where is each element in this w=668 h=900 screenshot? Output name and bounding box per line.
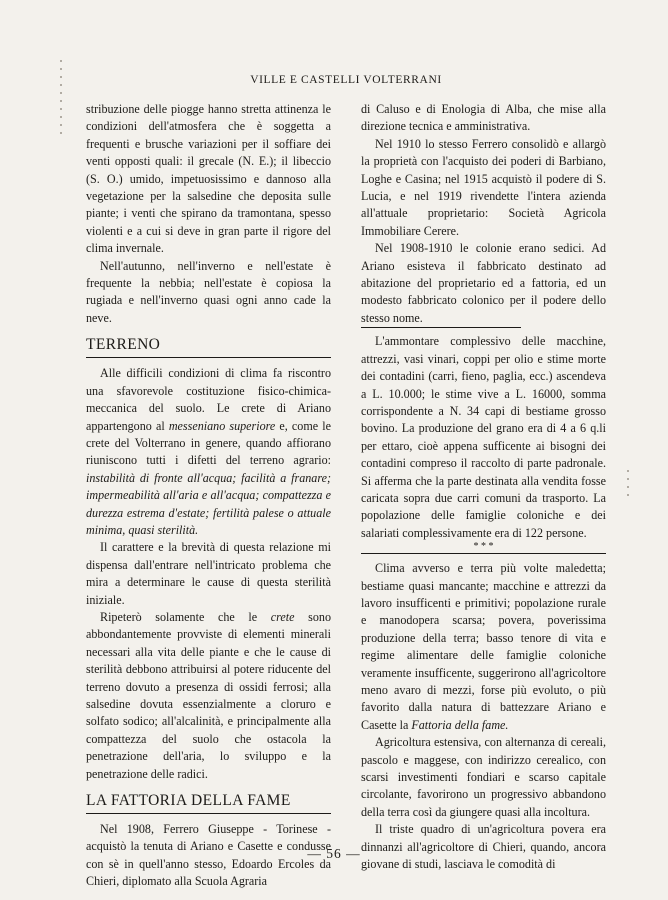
paragraph: stribuzione delle piogge hanno stretta attinenza le condizioni dell'atmosfera che è soggetta a frequenti e brusche variazioni per il soffiare dei venti opposti quali: il grecale (N. E.); il libeccio (S. O.) umido, impetuosissimo e dannoso alla vegetazione per la salsedine che deposita sulle piante; i venti che spirano da tramontana, spesso violenti e a cui si deve in gran parte il rigore del clima invernale. (86, 102, 331, 256)
paragraph: Il carattere e la brevità di questa relazione mi dispensa dall'entrare nell'intricato problema che mira a determinare le cause di questa sterilità iniziale. (86, 540, 331, 607)
margin-specks-right (627, 470, 630, 502)
right-column (361, 101, 606, 873)
paragraph: Clima avverso e terra più volte maledetta; bestiame quasi mancante; macchine e attrezzi da lavoro insufficenti e primitivi; popolazione rurale e manodopera scarsa; povera, poverissima produzione della terra; basso tenore di vita e regime alimentare delle famiglie coloniche veramente insufficente, suggerirono all'agricoltore meno avaro di mezzi, forse più evoluto, o più favorito dalla natura di battezzare Ariano e Casette la Fattoria della fame. (361, 561, 606, 732)
paragraph: Nel 1910 lo stesso Ferrero consolidò e allargò la proprietà con l'acquisto dei poderi di Barbiano, Loghe e Casina; nel 1915 acquistò il podere di S. Lucia, e nel 1919 rivendette l'intera azienda all'attuale proprietario: Società Agricola Immobiliare Cerere. (361, 136, 606, 238)
section-heading-fattoria: LA FATTORIA DELLA FAME (86, 791, 331, 814)
paragraph: Alle difficili condizioni di clima fa riscontro una sfavorevole costituzione fisico-chimica-meccanica del suolo. Le crete di Ariano appartengono al messeniano superiore e, come le crete del Volterrano in genere, quando affiorano riuniscono tutti i difetti del terreno agrario: instabilità di fronte all'acqua; facilità a franare; impermeabilità all'aria e all'acqua; compattezza e durezza estrema d'estate; fertilità palese o attuale minima, quasi sterilità. (86, 366, 331, 537)
paragraph: Nel 1908, Ferrero Giuseppe - Torinese - acquistò la tenuta di Ariano e Casette e condusse con sè in quell'anno stesso, Edoardo Ercoles da Chieri, diplomato alla Scuola Agraria (86, 822, 331, 889)
paragraph: Il triste quadro di un'agricoltura povera era dinnanzi all'agricoltore di Chieri, quando, ancora giovane di studi, lasciava le comodità di (361, 822, 606, 872)
paragraph: L'ammontare complessivo delle macchine, attrezzi, vasi vinari, coppi per olio e stime morte dei contadini (carri, fieno, paglia, ecc.) ascendeva a L. 10.000; le stime vive a L. 16000, somma corrispondente a N. 34 capi di bestiame grosso bovino. La produzione del grano era di 4 a 6 q.li per ettaro, cioè appena sufficente ai bisogni dei contadini compreso il raccolto di parte padronale. Si afferma che la parte destinata alla vendita fosse caricata sopra due carri comuni da trasporto. La popolazione delle famiglie coloniche e dei salariati complessivamente era di 122 persone. (361, 334, 606, 540)
rule (361, 327, 521, 328)
margin-specks-left (60, 60, 63, 140)
paragraph: Nel 1908-1910 le colonie erano sedici. Ad Ariano esisteva il fabbricato destinato ad abitazione del proprietario ed a fattoria, ed un modesto fabbricato colonico per il podere dello stesso nome. (361, 241, 606, 325)
page-number: — 56 — (307, 846, 361, 861)
paragraph: di Caluso e di Enologia di Alba, che mise alla direzione tecnica e amministrativa. (361, 102, 606, 134)
paragraph: Nell'autunno, nell'inverno e nell'estate è frequente la nebbia; nell'estate è copiosa la rugiada e nell'inverno quasi ogni anno cade la neve. (86, 258, 331, 325)
section-heading-terreno: TERRENO (86, 335, 331, 358)
left-column (86, 101, 331, 891)
paragraph: Ripeterò solamente che le crete sono abbondantemente provviste di elementi minerali necessari alla vita delle piante e che le cause di sterilità debbono attribuirsi al potere riducente del terreno dovuto a presenza di ossidi ferrosi; alla salsedine dovuta essenzialmente a cloruro e solfato sodico; all'alcalinità, e principalmente alla compattezza del suolo che ostacola la penetrazione dell'aria, lo sviluppo e la penetrazione delle radici. (86, 609, 331, 781)
paragraph: Agricoltura estensiva, con alternanza di cereali, pascolo e maggese, con indirizzo cerealico, con scarsi investimenti fondiari e scarso capitale circolante, favorirono un progressivo abbandono della terra così da giungere quasi alla incoltura. (361, 735, 606, 819)
running-head: VILLE E CASTELLI VOLTERRANI (250, 74, 442, 86)
rule (361, 553, 606, 554)
asterism: * * * (473, 541, 494, 553)
